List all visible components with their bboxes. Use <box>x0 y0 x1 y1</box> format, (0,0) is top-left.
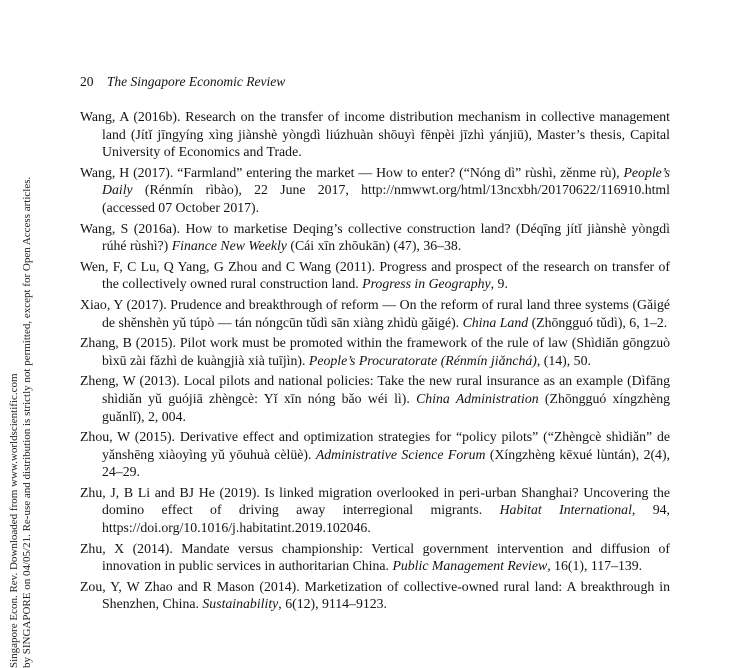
reference-details: , 16(1), 117–139. <box>547 558 643 574</box>
reference-entry <box>80 578 670 613</box>
reference-source-title: Finance New Weekly <box>171 238 287 254</box>
reference-text: Zhu, J, B Li and BJ He (2019). Is linked migration overlooked in peri-urban Shanghai? Uncovering the domino effect of driving away interregional migrants. <box>80 484 670 518</box>
reference-text: Wen, F, C Lu, Q Yang, G Zhou and C Wang (2011). Progress and prospect of the research on transfer of the collectively owned rural construction land. <box>80 258 670 292</box>
reference-list <box>80 108 670 616</box>
reference-entry <box>80 484 670 537</box>
reference-source-title: Public Management Review <box>392 558 548 574</box>
reference-details: (Rénmín rìbào), 22 June 2017, http://nmwwt.org/html/13ncxbh/20170622/116910.html (accessed 07 October 2017). <box>102 182 670 215</box>
reference-text: Zou, Y, W Zhao and R Mason (2014). Marketization of collective-owned rural land: A breakthrough in Shenzhen, China. <box>80 578 670 612</box>
reference-details: (Cái xīn zhōukān) (47), 36–38. <box>286 238 462 254</box>
reference-text: Zhou, W (2015). Derivative effect and optimization strategies for “policy pilots” (“Zhèngcè shìdiǎn” de yǎnshēng xiàoyìng yǔ yōuhuà cèlüè). <box>80 429 670 462</box>
reference-entry <box>80 540 670 575</box>
reference-source-title: People’s Procuratorate (Rénmín jiǎnchá) <box>308 352 537 368</box>
download-notice-line-2: by SINGAPORE on 04/05/21. Re-use and distribution is strictly not permitted, except for Open Access articles. <box>21 176 33 668</box>
reference-details: , (14), 50. <box>536 352 591 368</box>
reference-source-title: People’s Daily <box>102 164 670 198</box>
reference-entry <box>80 428 670 481</box>
reference-source-title: China Administration <box>416 390 539 406</box>
running-header <box>80 74 285 90</box>
reference-entry <box>80 220 670 255</box>
reference-text: Wang, A (2016b). Research on the transfer of income distribution mechanism in collective management land (Jítǐ jīngyíng xìng jiànshè yòngdì liúzhuàn shōuyì fēnpèi jīzhì yánjiū), Master’s thesis, Capital University of Economics and Trade. <box>80 109 670 160</box>
reference-text: Wang, H (2017). “Farmland” entering the market — How to enter? (“Nóng dì” rùshì, zěnme rù), <box>80 164 624 180</box>
reference-details: , 6(12), 9114–9123. <box>278 596 388 612</box>
page-number: 20 <box>80 74 94 89</box>
reference-details: (Zhōngguó tǔdì), 6, 1–2. <box>528 314 668 330</box>
reference-details: , 94, https://doi.org/10.1016/j.habitatint.2019.102046. <box>102 502 670 536</box>
reference-entry <box>80 334 670 369</box>
reference-entry <box>80 372 670 425</box>
reference-source-title: Sustainability <box>202 596 279 612</box>
reference-details: (Zhōngguó xíngzhèng guǎnlǐ), 2, 004. <box>102 390 670 424</box>
reference-details: (Xíngzhèng kēxué lùntán), 2(4), 24–29. <box>102 446 671 480</box>
reference-source-title: China Land <box>462 314 529 330</box>
reference-source-title: Habitat International <box>499 502 632 518</box>
reference-text: Zhu, X (2014). Mandate versus championship: Vertical government intervention and diffusion of innovation in public services in authoritarian China. <box>80 540 670 574</box>
reference-entry <box>80 258 670 293</box>
reference-text: Xiao, Y (2017). Prudence and breakthrough of reform — On the reform of rural land three systems (Gǎigé de shěnshèn yǔ túpò — tán nóngcūn tǔdì sān xiàng zhìdù gǎigé). <box>80 296 670 330</box>
reference-text: Zhang, B (2015). Pilot work must be promoted within the framework of the rule of law (Shìdiǎn gōngzuò bìxū zài fǎzhì de kuàngjià xià tuījìn). <box>80 335 670 368</box>
reference-source-title: Progress in Geography <box>362 276 491 292</box>
reference-text: Zheng, W (2013). Local pilots and national policies: Take the new rural insurance as an example (Dìfāng shìdiǎn yǔ guójiā zhèngcè: Yǐ xīn nóng bǎo wéi lì). <box>80 373 670 406</box>
download-notice-line-1: Singapore Econ. Rev. Downloaded from www.worldscientific.com <box>8 373 20 668</box>
journal-title: The Singapore Economic Review <box>106 74 286 89</box>
reference-text: Wang, S (2016a). How to marketise Deqing’s collective construction land? (Déqīng jítǐ jiànshè yòngdì rúhé rùshì?) <box>80 220 670 254</box>
download-notice-sidebar <box>0 0 36 668</box>
reference-entry <box>80 296 670 331</box>
reference-entry <box>80 108 670 161</box>
reference-entry <box>80 164 670 217</box>
reference-details: , 9. <box>490 276 508 292</box>
reference-source-title: Administrative Science Forum <box>315 446 486 462</box>
